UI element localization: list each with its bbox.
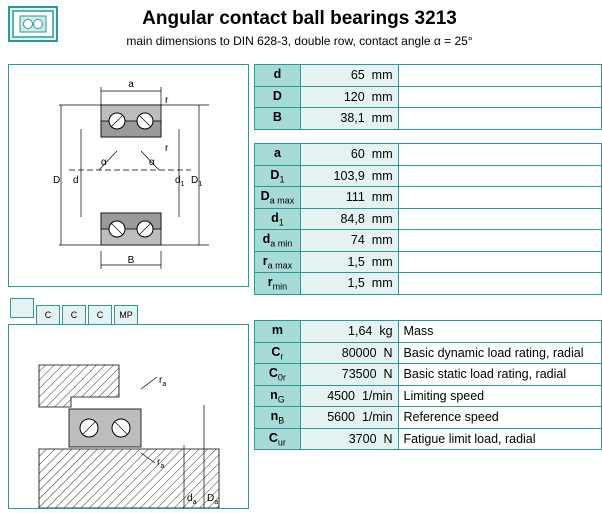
- description-cell: [398, 208, 601, 230]
- table-row: [255, 187, 602, 209]
- main-dimensions-table: [254, 64, 602, 130]
- load-ratings-table: [254, 320, 602, 450]
- table-row: [255, 428, 602, 450]
- label-alpha-left: α: [101, 157, 107, 168]
- value-cell: 1,64 kg: [300, 321, 398, 343]
- value-cell: 1,5 mm: [300, 273, 398, 295]
- label-ra-bottom: $r_a$: [157, 457, 165, 470]
- symbol-cell: $D_{a max}$: [255, 187, 301, 209]
- label-ra-top: $r_a$: [159, 375, 167, 388]
- symbol-cell: $D_1$: [255, 165, 301, 187]
- table-row: [255, 165, 602, 187]
- description-cell: Reference speed: [398, 407, 601, 429]
- value-cell: 111 mm: [300, 187, 398, 209]
- description-cell: [398, 187, 601, 209]
- description-cell: [398, 251, 601, 273]
- symbol-cell: $r_{min}$: [255, 273, 301, 295]
- symbol-cell: a: [255, 144, 301, 166]
- table-row: [255, 65, 602, 87]
- table-row: [255, 364, 602, 386]
- symbol-cell: $C_{ur}$: [255, 428, 301, 450]
- label-Da: $D_a$: [207, 493, 219, 506]
- symbol-cell: m: [255, 321, 301, 343]
- value-cell: 38,1 mm: [300, 108, 398, 130]
- nav-c1-button[interactable]: C: [36, 305, 60, 325]
- label-a: a: [128, 79, 134, 90]
- symbol-cell: $d_1$: [255, 208, 301, 230]
- page-subtitle: main dimensions to DIN 628-3, double row, contact angle α = 25°: [126, 34, 473, 48]
- nav-c2-button[interactable]: C: [62, 305, 86, 325]
- value-cell: 80000 N: [300, 342, 398, 364]
- label-r-bottom: r: [165, 143, 169, 154]
- bearing-icon: [8, 6, 58, 42]
- page-title: Angular contact ball bearings 3213: [142, 8, 457, 29]
- description-cell: [398, 65, 602, 87]
- symbol-cell: $C_r$: [255, 342, 301, 364]
- value-cell: 3700 N: [300, 428, 398, 450]
- table-row: [255, 321, 602, 343]
- description-cell: Basic static load rating, radial: [398, 364, 601, 386]
- label-da: $d_a$: [187, 493, 197, 506]
- value-cell: 84,8 mm: [300, 208, 398, 230]
- mounting-drawing-panel: [8, 324, 249, 509]
- label-D1: $D_1$: [191, 175, 203, 188]
- value-cell: 60 mm: [300, 144, 398, 166]
- description-cell: Basic dynamic load rating, radial: [398, 342, 601, 364]
- description-cell: Limiting speed: [398, 385, 601, 407]
- description-cell: [398, 165, 601, 187]
- symbol-cell: D: [255, 86, 301, 108]
- description-cell: [398, 273, 601, 295]
- symbol-cell: $d_{a min}$: [255, 230, 301, 252]
- label-d1: $d_1$: [175, 175, 185, 188]
- symbol-cell: $n_B$: [255, 407, 301, 429]
- description-cell: [398, 86, 602, 108]
- value-cell: 120 mm: [300, 86, 398, 108]
- description-cell: [398, 230, 601, 252]
- label-D: D: [53, 175, 61, 186]
- table-row: [255, 385, 602, 407]
- description-cell: Fatigue limit load, radial: [398, 428, 601, 450]
- table-row: [255, 230, 602, 252]
- table-row: [255, 273, 602, 295]
- symbol-cell: $n_G$: [255, 385, 301, 407]
- description-cell: [398, 144, 601, 166]
- symbol-cell: B: [255, 108, 301, 130]
- nav-c3-button[interactable]: C: [88, 305, 112, 325]
- label-alpha-right: α: [149, 157, 155, 168]
- description-cell: Mass: [398, 321, 601, 343]
- value-cell: 103,9 mm: [300, 165, 398, 187]
- symbol-cell: $C_{0r}$: [255, 364, 301, 386]
- table-row: [255, 108, 602, 130]
- nav-home-button[interactable]: [10, 298, 34, 318]
- value-cell: 5600 1/min: [300, 407, 398, 429]
- label-d: d: [73, 175, 79, 186]
- table-row: [255, 342, 602, 364]
- table-row: [255, 144, 602, 166]
- table-row: [255, 86, 602, 108]
- symbol-cell: $r_{a max}$: [255, 251, 301, 273]
- nav-mp-button[interactable]: MP: [114, 305, 138, 325]
- bearing-cross-section-panel: [8, 64, 249, 287]
- symbol-cell: d: [255, 65, 301, 87]
- value-cell: 74 mm: [300, 230, 398, 252]
- value-cell: 65 mm: [300, 65, 398, 87]
- value-cell: 73500 N: [300, 364, 398, 386]
- nav-toolbar: [10, 298, 140, 320]
- abutment-dimensions-table: [254, 143, 602, 295]
- table-row: [255, 251, 602, 273]
- description-cell: [398, 108, 602, 130]
- value-cell: 1,5 mm: [300, 251, 398, 273]
- label-r-top: r: [165, 95, 169, 106]
- table-row: [255, 208, 602, 230]
- label-B: B: [127, 255, 135, 266]
- table-row: [255, 407, 602, 429]
- value-cell: 4500 1/min: [300, 385, 398, 407]
